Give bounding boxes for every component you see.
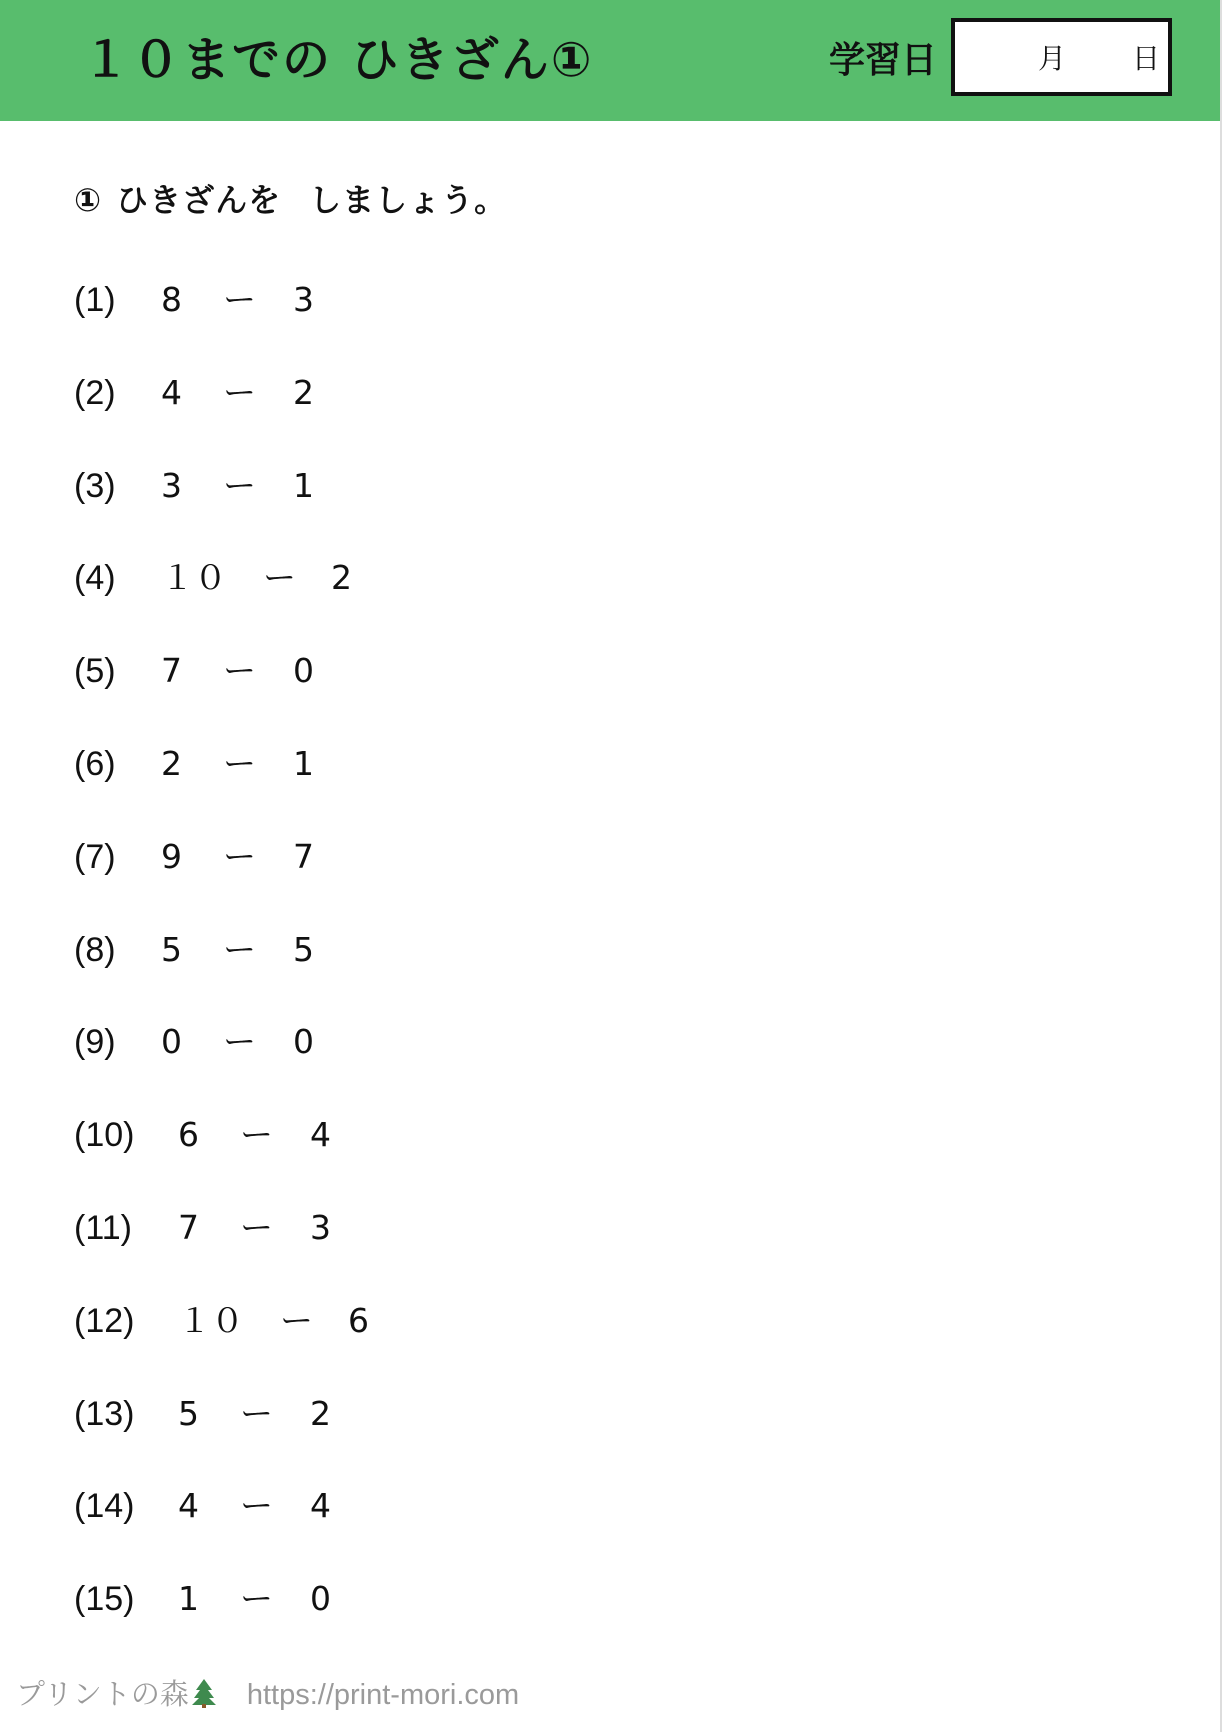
subtrahend: 0: [310, 1579, 331, 1619]
problem-row: [74, 280, 1174, 373]
problem-number: (6): [74, 744, 116, 783]
instruction-text-2: しましょう。: [309, 181, 508, 219]
minus-sign: ー: [240, 1486, 273, 1526]
minus-sign: ー: [280, 1300, 313, 1340]
subtrahend: 3: [310, 1207, 331, 1247]
problem-row: [74, 651, 1174, 744]
minuend: 7: [178, 1207, 199, 1247]
subtrahend: 3: [293, 280, 314, 319]
subtrahend: 4: [310, 1115, 331, 1155]
minus-sign: ー: [263, 558, 296, 598]
problem-number: (9): [74, 1023, 116, 1062]
problem-row: [74, 1394, 1174, 1487]
problem-number: (1): [74, 281, 116, 319]
subtrahend: 4: [310, 1486, 331, 1526]
tree-icon: [191, 1678, 217, 1708]
problem-row: [74, 1486, 1174, 1579]
study-date-label: 学習日: [829, 40, 938, 81]
problem-number: (7): [74, 837, 116, 876]
subtrahend: 5: [293, 929, 314, 969]
problem-number: (4): [74, 559, 116, 598]
problem-row: [74, 1301, 1174, 1394]
problem-row: [74, 1022, 1174, 1115]
minuend: 9: [161, 836, 182, 876]
study-date-box[interactable]: [951, 18, 1172, 96]
problem-row: [74, 466, 1174, 559]
problem-row: [74, 1115, 1174, 1208]
page-title: １０までの ひきざん①: [82, 32, 594, 88]
problem-number: (2): [74, 373, 116, 412]
problem-number: (8): [74, 930, 116, 969]
minuend: 7: [161, 651, 182, 691]
subtrahend: 1: [293, 465, 314, 505]
problem-row: [74, 373, 1174, 466]
problem-number: (5): [74, 652, 116, 691]
problem-number: (12): [74, 1301, 135, 1340]
minus-sign: ー: [223, 372, 256, 412]
instruction-text-1: ひきざんを: [116, 181, 282, 219]
problem-row: [74, 1579, 1174, 1672]
minus-sign: ー: [223, 836, 256, 876]
subtrahend: 2: [310, 1393, 331, 1433]
subtrahend: 2: [331, 558, 352, 598]
problem-row: [74, 744, 1174, 837]
problem-number: (15): [74, 1580, 135, 1619]
minuend: １０: [178, 1300, 244, 1340]
minus-sign: ー: [223, 651, 256, 691]
minus-sign: ー: [223, 1022, 256, 1062]
problem-row: [74, 930, 1174, 1023]
problem-list: [74, 280, 1174, 1672]
minuend: 8: [161, 280, 182, 319]
minuend: 3: [161, 465, 182, 505]
minuend: 6: [178, 1115, 199, 1155]
minuend: 2: [161, 743, 182, 783]
subtrahend: 0: [293, 1022, 314, 1062]
minuend: １０: [161, 558, 227, 598]
problem-row: [74, 1208, 1174, 1301]
minus-sign: ー: [223, 465, 256, 505]
section-marker: ①: [74, 181, 103, 219]
header-bar: [0, 0, 1222, 121]
minus-sign: ー: [223, 280, 256, 319]
minuend: 0: [161, 1022, 182, 1062]
footer: [16, 1676, 519, 1713]
subtrahend: 0: [293, 651, 314, 691]
subtrahend: 1: [293, 743, 314, 783]
minuend: 4: [161, 372, 182, 412]
subtrahend: 6: [348, 1300, 369, 1340]
subtrahend: 7: [293, 836, 314, 876]
day-label: 日: [1132, 42, 1161, 75]
minus-sign: ー: [240, 1393, 273, 1433]
minuend: 1: [178, 1579, 199, 1619]
minus-sign: ー: [223, 743, 256, 783]
minuend: 5: [161, 929, 182, 969]
instruction: [74, 180, 507, 220]
minus-sign: ー: [223, 929, 256, 969]
problem-number: (3): [74, 466, 116, 505]
minuend: 4: [178, 1486, 199, 1526]
minus-sign: ー: [240, 1115, 273, 1155]
minus-sign: ー: [240, 1579, 273, 1619]
problem-number: (14): [74, 1487, 135, 1526]
minuend: 5: [178, 1393, 199, 1433]
problem-row: [74, 558, 1174, 651]
site-url[interactable]: https://print-mori.com: [246, 1679, 520, 1711]
month-label: 月: [1038, 42, 1067, 75]
minus-sign: ー: [240, 1207, 273, 1247]
subtrahend: 2: [293, 372, 314, 412]
problem-number: (10): [74, 1116, 135, 1155]
problem-number: (13): [74, 1394, 135, 1433]
problem-number: (11): [74, 1208, 132, 1247]
site-name: プリントの森: [16, 1677, 189, 1711]
problem-row: [74, 837, 1174, 930]
